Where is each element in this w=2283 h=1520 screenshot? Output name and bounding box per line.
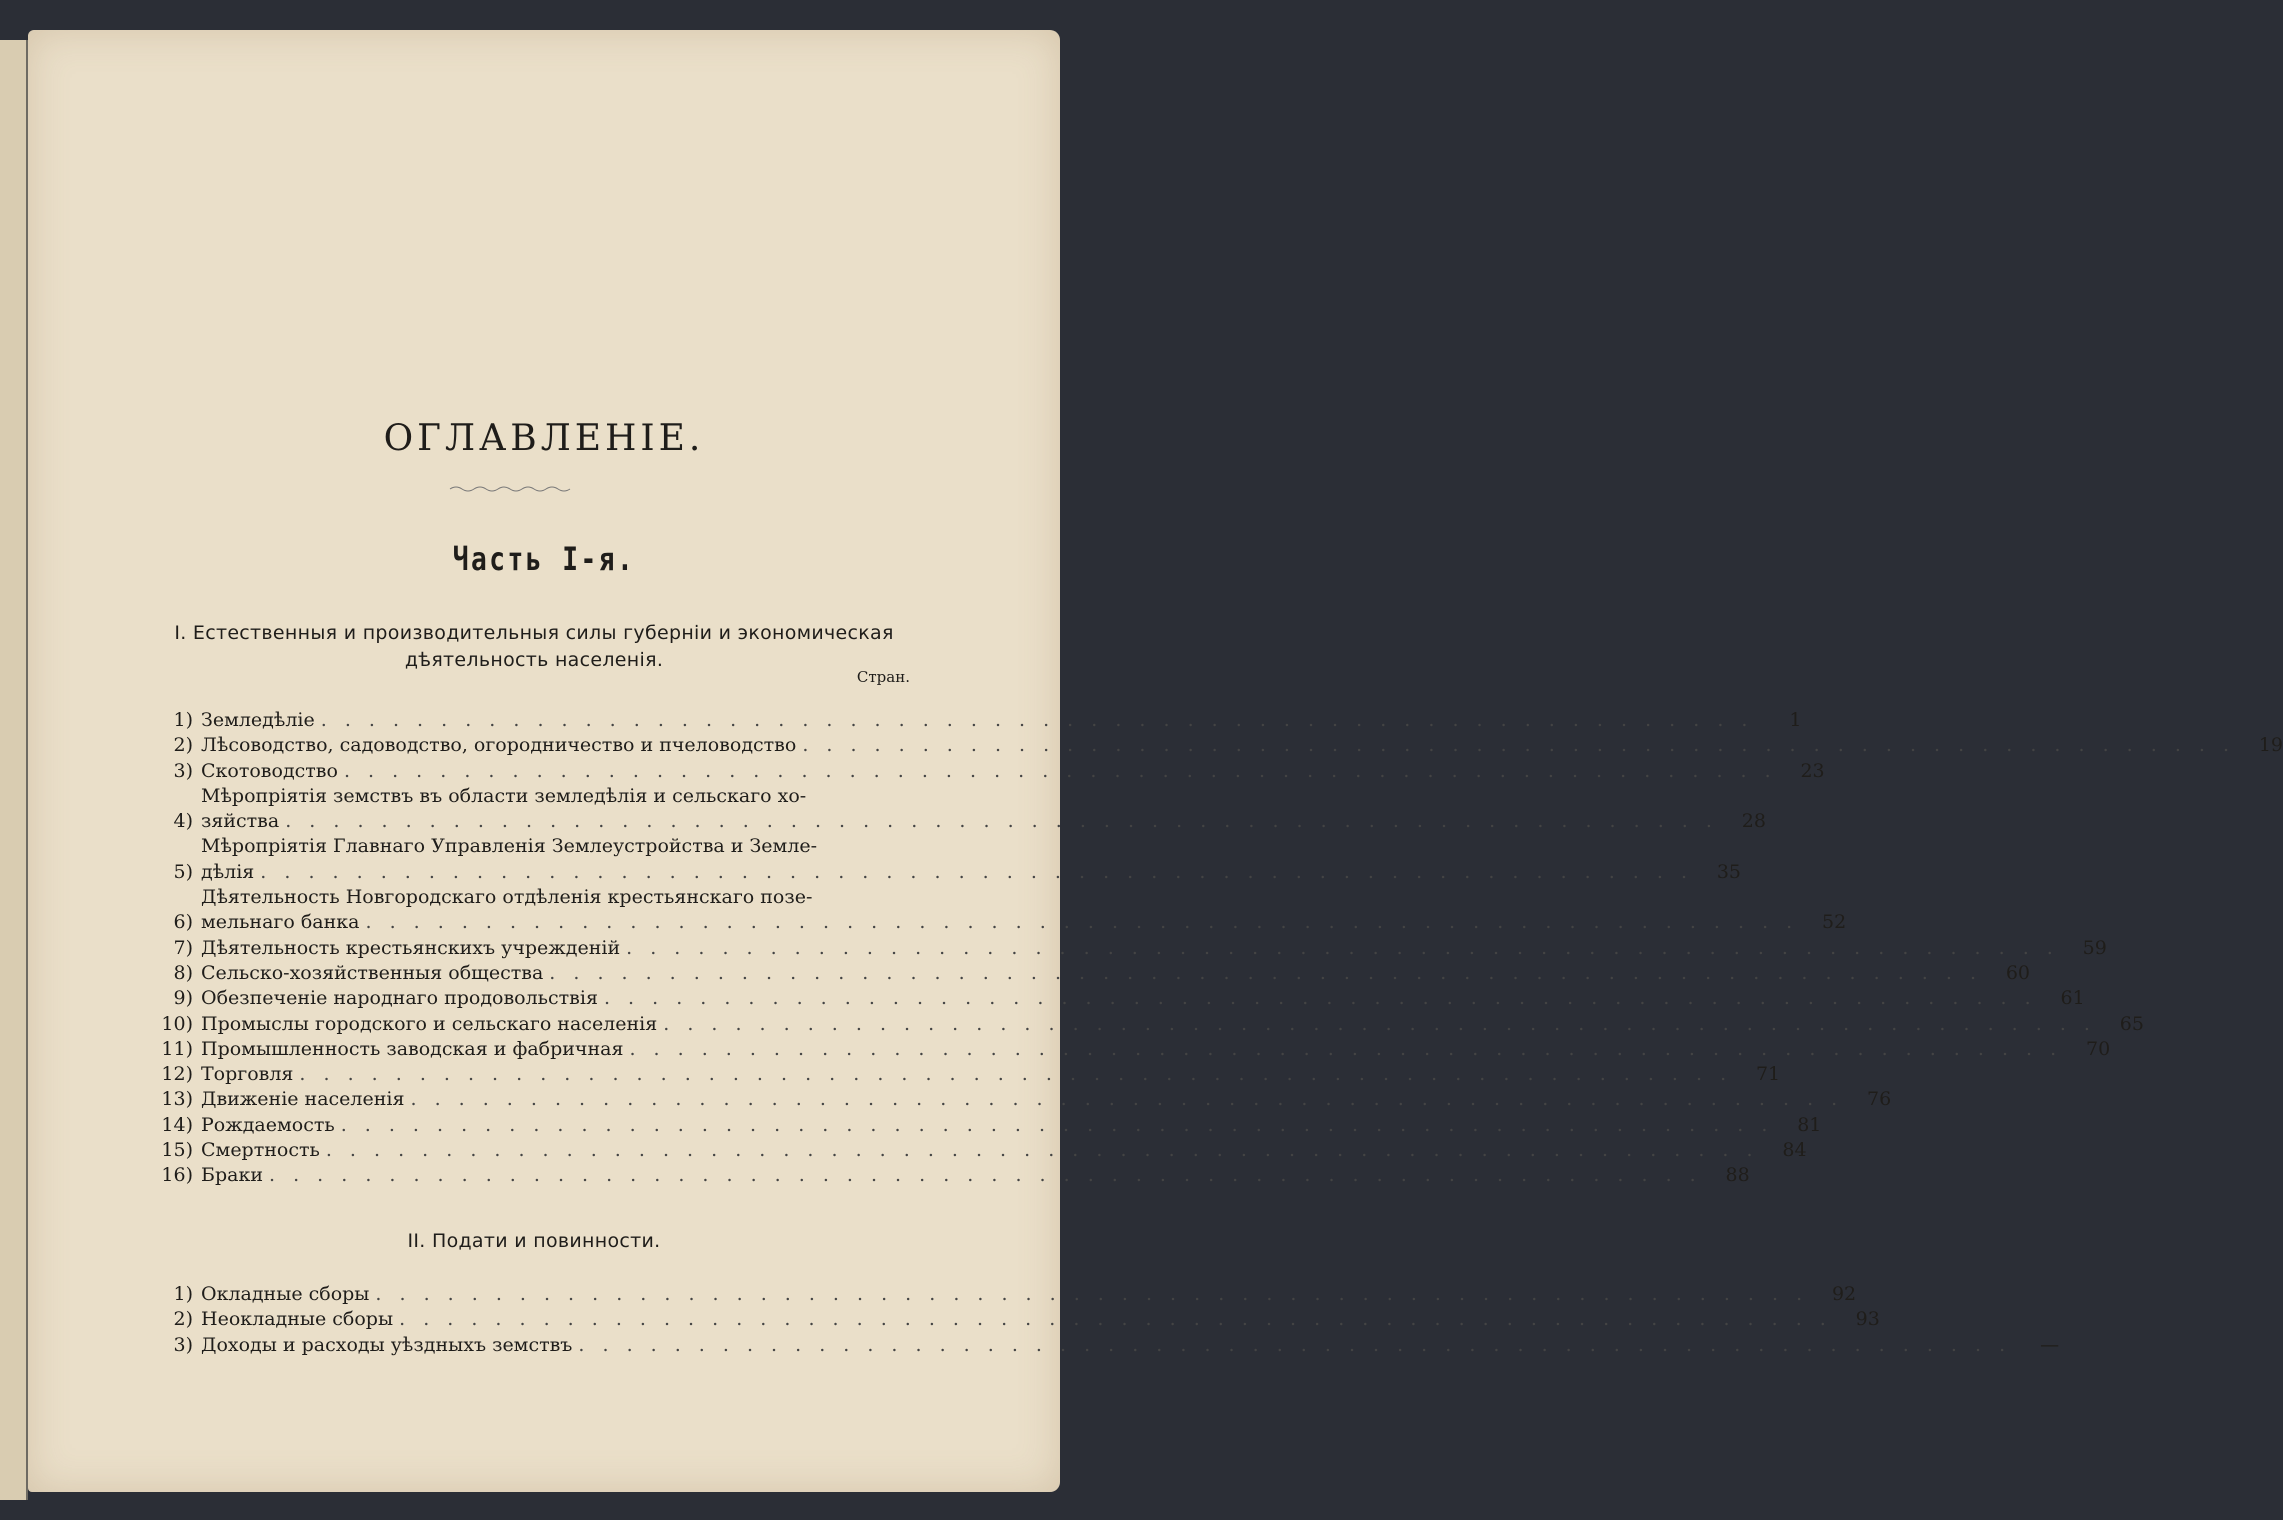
toc-entry-page: 19 bbox=[2258, 734, 2283, 757]
section-heading-1: I. Естественныя и производительныя силы губерніи и экономическая дѣятельность населенія. bbox=[174, 622, 894, 671]
toc-entry-number: 5) bbox=[173, 860, 193, 883]
toc-entry-title: Смертность bbox=[201, 1139, 320, 1162]
toc-entry-page: 84 bbox=[1782, 1139, 1807, 1162]
toc-entry-title: Браки bbox=[201, 1164, 263, 1187]
toc-entry bbox=[133, 986, 2085, 1011]
page-title: ОГЛАВЛЕНІЕ. bbox=[383, 418, 705, 459]
toc-entry-number: 1) bbox=[173, 709, 193, 731]
dot-leader: . . . . . . . . . . . . . . . . . . . . . . . . . . . . . . . . . . . . . . . . . . . . . . . . . . . . . . . . . . . . bbox=[375, 1283, 1809, 1305]
toc-entry-page: 81 bbox=[1797, 1113, 1822, 1136]
toc-entry-title: Окладные сборы bbox=[201, 1283, 370, 1305]
toc-entry bbox=[133, 1012, 2144, 1037]
toc-entry-title: Лѣсоводство, садоводство, огородничество и пчеловодство bbox=[201, 734, 797, 757]
toc-entry-title: Рождаемость bbox=[201, 1113, 335, 1136]
dot-leader: . . . . . . . . . . . . . . . . . . . . . . . . . . . . . . . . . . . . . . . . . . . . . . . . . . . . . . . . . . . . bbox=[299, 1063, 1733, 1086]
toc-entry-page: 59 bbox=[2082, 936, 2107, 959]
toc-entry bbox=[133, 1113, 1822, 1138]
toc-entry-number: 4) bbox=[173, 810, 193, 833]
toc-entry-page: 28 bbox=[1741, 810, 1766, 833]
section-heading-2: II. Подати и повинности. bbox=[407, 1230, 661, 1252]
toc-entry-page: — bbox=[2040, 1333, 2060, 1356]
dot-leader: . . . . . . . . . . . . . . . . . . . . . . . . . . . . . . . . . . . . . . . . . . . . . . . . . . . . . . . . . . . . bbox=[802, 734, 2236, 757]
dot-leader: . . . . . . . . . . . . . . . . . . . . . . . . . . . . . . . . . . . . . . . . . . . . . . . . . . . . . . . . . . . . bbox=[549, 961, 1982, 984]
toc-entry-page: 70 bbox=[2085, 1037, 2111, 1060]
toc-entry-title: Скотоводство bbox=[201, 759, 338, 782]
toc-entry bbox=[133, 1282, 1857, 1307]
toc-entry-title: зяйства bbox=[201, 810, 280, 833]
toc-entry bbox=[133, 733, 2283, 758]
toc-entry-number: 3) bbox=[173, 1333, 193, 1356]
toc-entry-number: 7) bbox=[173, 936, 193, 959]
toc-entry bbox=[133, 961, 2030, 986]
toc-entry-page: 52 bbox=[1822, 911, 1847, 934]
toc-entry-title: Земледѣліе bbox=[201, 709, 315, 731]
page-column-label: Стран. bbox=[856, 668, 910, 686]
toc-entry-title: мельнаго банка bbox=[201, 911, 360, 934]
toc-entry-number: 12) bbox=[161, 1063, 193, 1086]
dot-leader: . . . . . . . . . . . . . . . . . . . . . . . . . . . . . . . . . . . . . . . . . . . . . . . . . . . . . . . . . . . . bbox=[269, 1164, 1702, 1187]
toc-entry-title: Мѣропріятія земствъ въ области земледѣлія и сельскаго хо- bbox=[201, 784, 807, 807]
toc-entry-title: Дѣятельность Новгородскаго отдѣленія крестьянскаго позе- bbox=[201, 886, 813, 909]
toc-entry-page: 60 bbox=[2005, 961, 2030, 984]
toc-entry-page: 61 bbox=[2060, 987, 2085, 1010]
dot-leader: . . . . . . . . . . . . . . . . . . . . . . . . . . . . . . . . . . . . . . . . . . . . . . . . . . . . . . . . . . . . bbox=[629, 1037, 2063, 1060]
dot-leader: . . . . . . . . . . . . . . . . . . . . . . . . . . . . . . . . . . . . . . . . . . . . . . . . . . . . . . . . . . . . bbox=[325, 1139, 1759, 1162]
toc-entry-title: Торговля bbox=[201, 1063, 294, 1086]
toc-entry-title: Движеніе населенія bbox=[201, 1088, 405, 1111]
toc-entry-number: 2) bbox=[173, 734, 193, 757]
dot-leader: . . . . . . . . . . . . . . . . . . . . . . . . . . . . . . . . . . . . . . . . . . . . . . . . . . . . . . . . . . . . bbox=[626, 936, 2059, 959]
dot-leader: . . . . . . . . . . . . . . . . . . . . . . . . . . . . . . . . . . . . . . . . . . . . . . . . . . . . . . . . . . . . bbox=[285, 810, 1718, 833]
toc-entry-number: 14) bbox=[161, 1113, 193, 1136]
toc-entry-title: Доходы и расходы уѣздныхъ земствъ bbox=[201, 1333, 573, 1356]
dot-leader: . . . . . . . . . . . . . . . . . . . . . . . . . . . . . . . . . . . . . . . . . . . . . . . . . . . . . . . . . . . . bbox=[343, 759, 1777, 782]
toc-entry-page: 76 bbox=[1867, 1088, 1892, 1111]
toc-list-section-1 bbox=[133, 708, 2283, 1189]
toc-entry bbox=[133, 885, 1847, 936]
toc-entry bbox=[133, 936, 2107, 961]
book-page bbox=[28, 30, 2283, 1492]
dot-leader: . . . . . . . . . . . . . . . . . . . . . . . . . . . . . . . . . . . . . . . . . . . . . . . . . . . . . . . . . . . . bbox=[663, 1012, 2096, 1035]
toc-entry-number: 10) bbox=[161, 1012, 193, 1035]
toc-entry-number: 2) bbox=[173, 1308, 193, 1331]
toc-entry-title: Сельско-хозяйственныя общества bbox=[201, 961, 544, 984]
toc-entry bbox=[133, 708, 1802, 733]
part-heading: Часть I-я. bbox=[452, 540, 636, 578]
toc-entry-number: 13) bbox=[161, 1088, 193, 1111]
toc-entry-title: дѣлія bbox=[201, 860, 255, 883]
toc-entry bbox=[133, 1307, 1880, 1332]
toc-entry bbox=[133, 1062, 1781, 1087]
toc-entry-page: 71 bbox=[1755, 1063, 1781, 1086]
toc-entry-title: Мѣропріятія Главнаго Управленія Землеустройства и Земле- bbox=[201, 835, 818, 858]
toc-entry-page: 1 bbox=[1789, 709, 1802, 731]
dot-leader: . . . . . . . . . . . . . . . . . . . . . . . . . . . . . . . . . . . . . . . . . . . . . . . . . . . . . . . . . . . . bbox=[578, 1333, 2012, 1356]
toc-entry-page: 35 bbox=[1716, 860, 1742, 883]
toc-entry-number: 11) bbox=[161, 1037, 193, 1060]
toc-entry-number: 15) bbox=[161, 1139, 193, 1162]
toc-entry-page: 23 bbox=[1800, 759, 1825, 782]
toc-entry bbox=[133, 1333, 2060, 1358]
toc-entry-number: 8) bbox=[173, 961, 193, 984]
toc-entry-title: Промышленность заводская и фабричная bbox=[201, 1037, 624, 1060]
toc-entry bbox=[133, 834, 1742, 885]
toc-entry bbox=[133, 1037, 2111, 1062]
toc-entry-number: 3) bbox=[173, 759, 193, 782]
dot-leader: . . . . . . . . . . . . . . . . . . . . . . . . . . . . . . . . . . . . . . . . . . . . . . . . . . . . . . . . . . . . bbox=[399, 1308, 1832, 1331]
toc-list-section-2 bbox=[133, 1282, 2060, 1358]
toc-entry-title: Обезпеченіе народнаго продовольствія bbox=[201, 987, 598, 1010]
toc-entry bbox=[133, 759, 1825, 784]
dot-leader: . . . . . . . . . . . . . . . . . . . . . . . . . . . . . . . . . . . . . . . . . . . . . . . . . . . . . . . . . . . . bbox=[260, 860, 1694, 883]
toc-entry-number: 9) bbox=[173, 987, 193, 1010]
toc-entry-title: Дѣятельность крестьянскихъ учрежденій bbox=[201, 936, 621, 959]
dot-leader: . . . . . . . . . . . . . . . . . . . . . . . . . . . . . . . . . . . . . . . . . . . . . . . . . . . . . . . . . . . . bbox=[340, 1113, 1774, 1136]
toc-entry-number: 6) bbox=[173, 911, 193, 934]
toc-entry bbox=[133, 1138, 1807, 1163]
toc-entry-title: Неокладные сборы bbox=[201, 1308, 394, 1331]
toc-entry-number: 1) bbox=[173, 1283, 193, 1305]
toc-entry bbox=[133, 1163, 1750, 1188]
dot-leader: . . . . . . . . . . . . . . . . . . . . . . . . . . . . . . . . . . . . . . . . . . . . . . . . . . . . . . . . . . . . bbox=[603, 987, 2037, 1010]
toc-entry-page: 93 bbox=[1855, 1308, 1880, 1331]
toc-entry-page: 65 bbox=[2119, 1012, 2144, 1035]
dot-leader: . . . . . . . . . . . . . . . . . . . . . . . . . . . . . . . . . . . . . . . . . . . . . . . . . . . . . . . . . . . . bbox=[410, 1088, 1844, 1111]
toc-entry-number: 16) bbox=[161, 1164, 193, 1187]
dot-leader: . . . . . . . . . . . . . . . . . . . . . . . . . . . . . . . . . . . . . . . . . . . . . . . . . . . . . . . . . . . . bbox=[365, 911, 1799, 934]
adjacent-page-edge bbox=[0, 40, 28, 1500]
toc-entry bbox=[133, 1087, 1892, 1112]
toc-entry bbox=[133, 784, 1766, 835]
ornament-divider bbox=[448, 484, 578, 494]
toc-entry-page: 92 bbox=[1831, 1283, 1857, 1305]
dot-leader: . . . . . . . . . . . . . . . . . . . . . . . . . . . . . . . . . . . . . . . . . . . . . . . . . . . . . . . . . . . . bbox=[320, 709, 1754, 731]
toc-entry-title: Промыслы городского и сельскаго населенія bbox=[201, 1012, 658, 1035]
toc-entry-page: 88 bbox=[1725, 1164, 1750, 1187]
